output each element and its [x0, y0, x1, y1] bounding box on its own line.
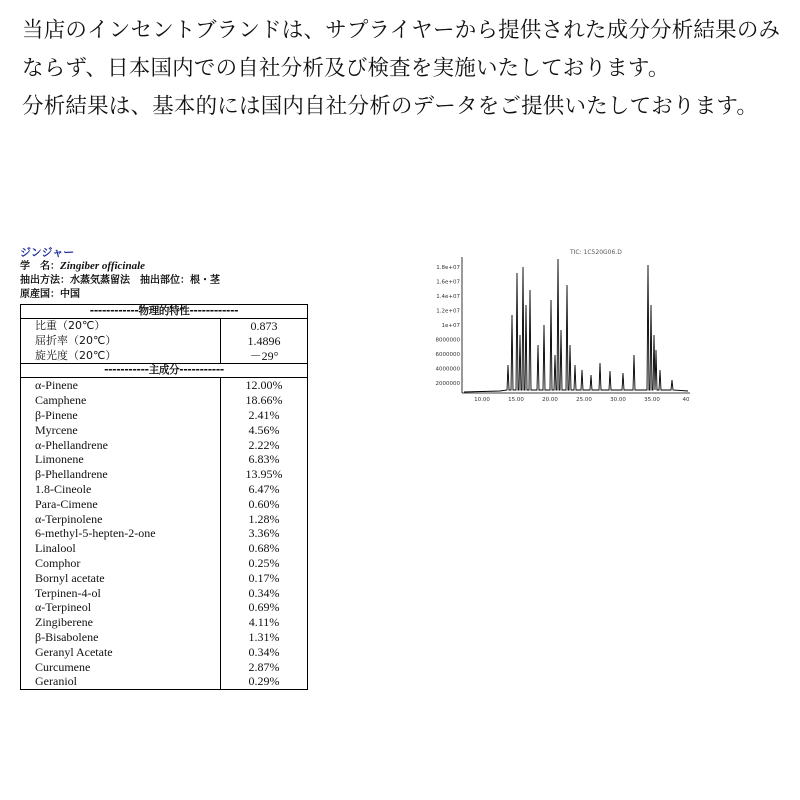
gc-chromatogram — [420, 245, 695, 405]
component-row-value: 12.00% — [245, 378, 283, 393]
component-row — [21, 600, 307, 615]
scientific-name-label: 学 名： — [20, 261, 60, 272]
component-row-name: 1.8-Cineole — [21, 482, 221, 497]
x-tick-label: 30.00 — [610, 397, 626, 403]
physical-property-row-name: 旋光度（20℃） — [21, 349, 221, 364]
component-row-name: Curcumene — [21, 660, 221, 675]
component-row-value: 0.34% — [248, 644, 280, 659]
component-row-name: Para-Cimene — [21, 497, 221, 512]
component-row-value: 2.41% — [248, 407, 280, 422]
component-row-name: Limonene — [21, 452, 221, 467]
component-row-name: Camphene — [21, 393, 221, 408]
component-row — [21, 423, 307, 438]
component-row-value: 2.22% — [248, 437, 280, 452]
component-row — [21, 660, 307, 675]
physical-property-row-value: 1.4896 — [247, 333, 281, 348]
component-row-value: 13.95% — [245, 467, 283, 482]
component-row-name: α-Phellandrene — [21, 438, 221, 453]
x-tick-label: 20.00 — [542, 397, 558, 403]
x-tick-label: 15.00 — [508, 397, 524, 403]
component-row-name: Geranyl Acetate — [21, 645, 221, 660]
y-tick-labels — [436, 265, 461, 387]
intro-text — [22, 12, 792, 126]
component-row — [21, 512, 307, 527]
component-row — [21, 378, 307, 393]
physical-properties — [21, 319, 307, 364]
component-row — [21, 674, 307, 689]
y-tick-label: 1.2e+07 — [436, 308, 460, 315]
physical-property-row — [21, 349, 307, 364]
component-row-value: 0.25% — [248, 555, 280, 570]
y-tick-label: 1e+07 — [441, 323, 460, 329]
component-row-name: Myrcene — [21, 423, 221, 438]
y-tick-label: 6000000 — [435, 352, 460, 358]
component-row-value: 0.69% — [248, 600, 280, 615]
component-row-name: Comphor — [21, 556, 221, 571]
component-row-name: Zingiberene — [21, 615, 221, 630]
component-row-value: 1.28% — [248, 511, 280, 526]
physical-property-row-name: 屈折率（20℃） — [21, 334, 221, 349]
x-tick-label: 25.00 — [576, 397, 592, 403]
y-tick-label: 1.6e+07 — [436, 279, 460, 286]
component-row-value: 2.87% — [248, 659, 280, 674]
component-row-name: Linalool — [21, 541, 221, 556]
component-row — [21, 645, 307, 660]
component-row-value: 0.34% — [248, 585, 280, 600]
scientific-name: Zingiber officinale — [60, 260, 146, 272]
physical-properties-header: ------------物理的特性------------ — [21, 305, 307, 319]
component-row — [21, 526, 307, 541]
component-row-name: β-Pinene — [21, 408, 221, 423]
component-row — [21, 541, 307, 556]
origin-country: 原産国：中国 — [20, 289, 80, 300]
component-row — [21, 482, 307, 497]
component-row-value: 0.29% — [248, 674, 280, 689]
component-row-value: 3.36% — [248, 526, 280, 541]
oil-name: ジンジャー — [20, 246, 75, 259]
component-row-value: 4.11% — [248, 615, 280, 630]
physical-property-row — [21, 334, 307, 349]
component-row-name: Terpinen-4-ol — [21, 586, 221, 601]
ginger-spec-sheet — [20, 246, 310, 690]
component-row — [21, 630, 307, 645]
x-tick-label: 35.00 — [644, 397, 660, 403]
intro-paragraph-1: 当店のインセントブランドは、サプライヤーから提供された成分分析結果のみならず、日本国内での自社分析及び検査を実施いたしております。 — [22, 18, 781, 81]
component-row-name: β-Bisabolene — [21, 630, 221, 645]
component-row-value: 18.66% — [245, 393, 283, 408]
chromatogram-label: TIC: 1C520G06.D — [570, 249, 622, 256]
component-row-value: 0.17% — [248, 570, 280, 585]
intro-paragraph-2: 分析結果は、基本的には国内自社分析のデータをご提供いたしております。 — [22, 94, 759, 119]
component-row-name: α-Pinene — [21, 378, 221, 393]
y-tick-label: 1.4e+07 — [436, 294, 460, 300]
physical-property-row-value: －29° — [249, 348, 279, 363]
component-row-name: α-Terpineol — [21, 600, 221, 615]
y-tick-label: 2000000 — [435, 381, 460, 387]
scientific-name-line — [20, 259, 310, 274]
component-row — [21, 556, 307, 571]
component-row-name: β-Phellandrene — [21, 467, 221, 482]
component-row-value: 0.68% — [248, 541, 280, 556]
component-row-name: α-Terpinolene — [21, 512, 221, 527]
component-row-name: Bornyl acetate — [21, 571, 221, 586]
physical-property-row — [21, 319, 307, 334]
x-tick-label: 10.00 — [474, 397, 490, 403]
component-row-value: 0.60% — [248, 496, 280, 511]
y-tick-label: 1.8e+07 — [436, 265, 460, 271]
component-row — [21, 571, 307, 586]
component-row — [21, 393, 307, 408]
component-row — [21, 497, 307, 512]
y-tick-label: 8000000 — [435, 337, 460, 344]
component-row-value: 6.47% — [248, 481, 280, 496]
x-tick-labels — [474, 397, 690, 403]
component-row — [21, 438, 307, 453]
component-row — [21, 452, 307, 467]
y-tick-label: 4000000 — [435, 366, 460, 373]
component-row — [21, 615, 307, 630]
physical-property-row-value: 0.873 — [250, 319, 278, 333]
component-row-name: 6-methyl-5-hepten-2-one — [21, 526, 221, 541]
component-row — [21, 467, 307, 482]
analysis-table — [20, 304, 308, 690]
main-components — [21, 378, 307, 689]
component-row — [21, 408, 307, 423]
component-row-value: 6.83% — [248, 452, 280, 467]
x-tick-label: 40 — [682, 397, 690, 403]
extraction-method: 抽出方法：水蒸気蒸留法 抽出部位：根・茎 — [20, 275, 220, 286]
component-row-value: 4.56% — [248, 422, 280, 437]
chromatogram-trace — [464, 259, 688, 392]
physical-property-row-name: 比重（20℃） — [21, 319, 221, 334]
component-row — [21, 586, 307, 601]
main-components-header: -----------主成分----------- — [21, 364, 307, 378]
component-row-name: Geraniol — [21, 674, 221, 689]
component-row-value: 1.31% — [248, 629, 280, 644]
